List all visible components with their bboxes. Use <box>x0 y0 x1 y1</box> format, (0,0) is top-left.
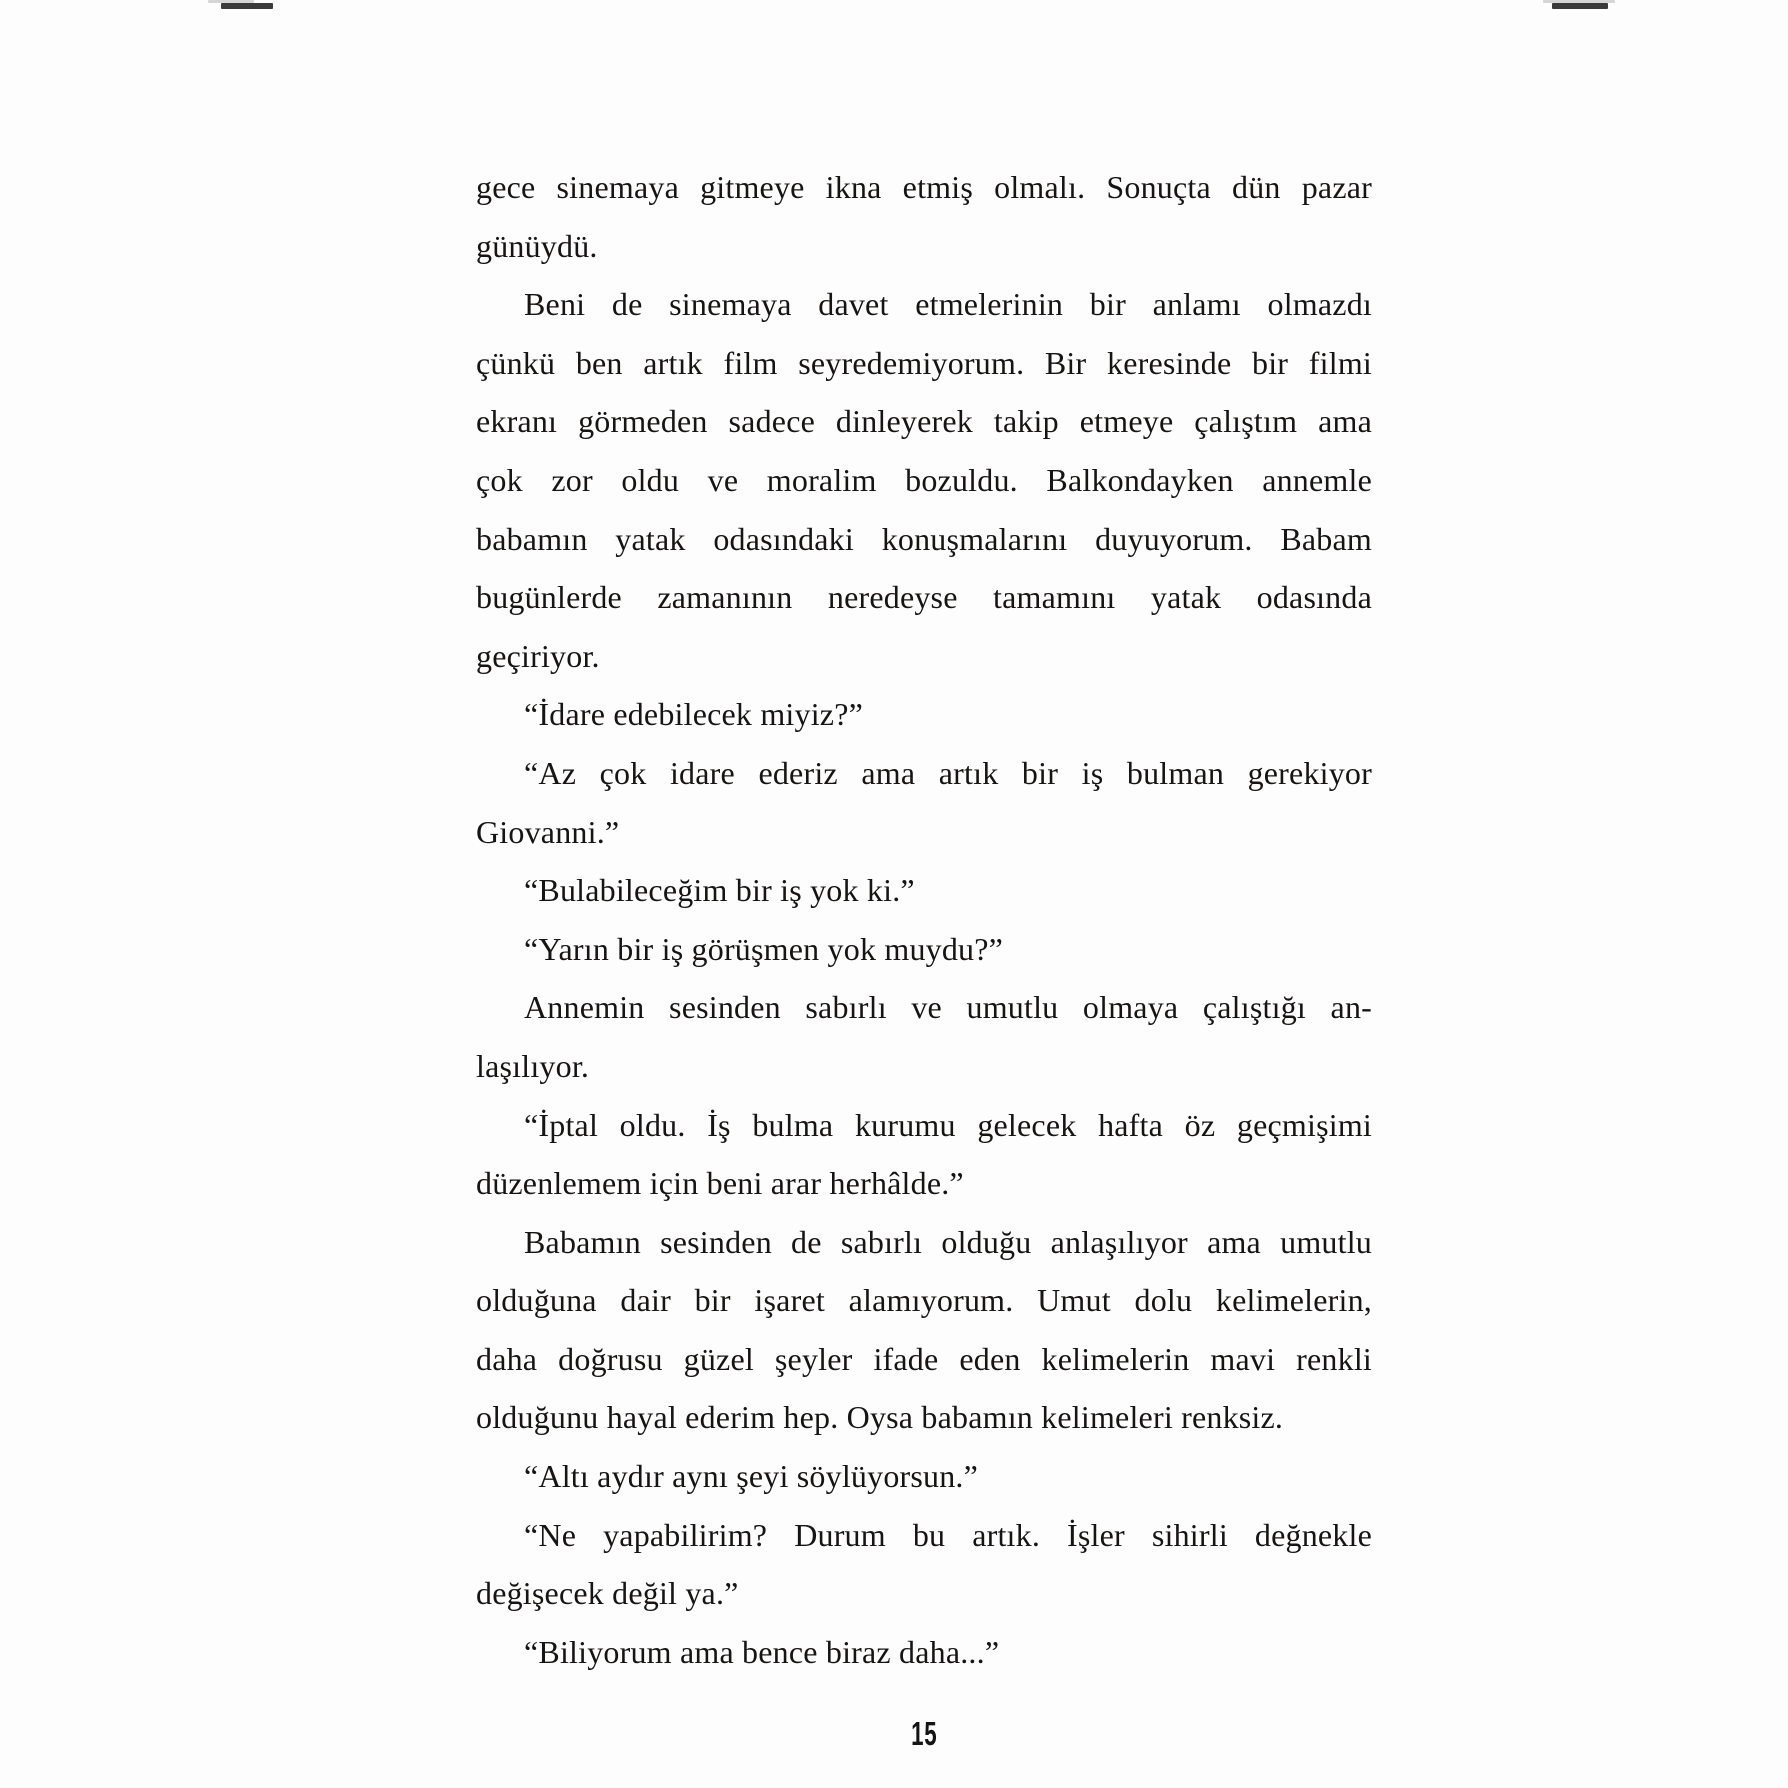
paragraph <box>476 685 1372 744</box>
paragraph <box>476 978 1372 1095</box>
paragraph <box>476 275 1372 685</box>
text-line: babamın yatak odasındaki konuşmalarını duyuyorum. Babam <box>476 520 1372 557</box>
text-line: Beni de sinemaya davet etmelerinin bir anlamı olmazdı <box>524 286 1372 323</box>
scan-mark-top-left <box>221 3 273 9</box>
paragraph <box>476 1096 1372 1213</box>
paragraph <box>476 1623 1372 1682</box>
text-line: “İptal oldu. İş bulma kurumu gelecek hafta öz geçmişimi <box>524 1106 1372 1143</box>
paragraph <box>476 158 1372 275</box>
text-line: bugünlerde zamanının neredeyse tamamını yatak odasında <box>476 579 1372 616</box>
text-block <box>476 158 1372 1681</box>
text-line: gece sinemaya gitmeye ikna etmiş olmalı. Sonuçta dün pazar <box>476 169 1372 205</box>
text-line: olduğuna dair bir işaret alamıyorum. Umut dolu kelimelerin, <box>476 1282 1372 1319</box>
text-line: “Altı aydır aynı şeyi söylüyorsun.” <box>524 1458 979 1495</box>
text-line: günüydü. <box>476 227 598 264</box>
page-number-digits: 15 <box>910 1714 938 1753</box>
text-line: ekranı görmeden sadece dinleyerek takip etmeye çalıştım ama <box>476 403 1372 440</box>
text-line: “Az çok idare ederiz ama artık bir iş bulman gerekiyor <box>524 754 1372 791</box>
text-line: “Biliyorum ama bence biraz daha...” <box>524 1633 1000 1670</box>
text-line: Annemin sesinden sabırlı ve umutlu olmaya çalıştığı an- <box>524 989 1372 1026</box>
paragraph <box>476 861 1372 920</box>
text-line: olduğunu hayal ederim hep. Oysa babamın kelimeleri renksiz. <box>476 1399 1284 1436</box>
text-line: “İdare edebilecek miyiz?” <box>524 696 863 733</box>
scan-mark-top-right <box>1552 3 1608 9</box>
text-line: düzenlemem için beni arar herhâlde.” <box>476 1165 964 1202</box>
text-line: “Ne yapabilirim? Durum bu artık. İşler sihirli değnekle <box>524 1516 1372 1553</box>
paragraph <box>476 1447 1372 1506</box>
text-line: Babamın sesinden de sabırlı olduğu anlaşılıyor ama umutlu <box>524 1223 1372 1260</box>
paragraph <box>476 744 1372 861</box>
text-line: “Bulabileceğim bir iş yok ki.” <box>524 872 915 909</box>
text-line: laşılıyor. <box>476 1047 590 1084</box>
text-line: “Yarın bir iş görüşmen yok muydu?” <box>524 930 1004 967</box>
text-line: çok zor oldu ve moralim bozuldu. Balkondayken annemle <box>476 461 1372 498</box>
text-line: daha doğrusu güzel şeyler ifade eden kelimelerin mavi renkli <box>476 1340 1372 1377</box>
text-line: çünkü ben artık film seyredemiyorum. Bir keresinde bir filmi <box>476 344 1372 381</box>
paragraph <box>476 1506 1372 1623</box>
text-line: değişecek değil ya.” <box>476 1575 739 1612</box>
page-number <box>476 1716 1372 1752</box>
paragraph <box>476 920 1372 979</box>
text-line: Giovanni.” <box>476 813 620 850</box>
paragraph <box>476 1213 1372 1447</box>
text-line: geçiriyor. <box>476 637 600 674</box>
